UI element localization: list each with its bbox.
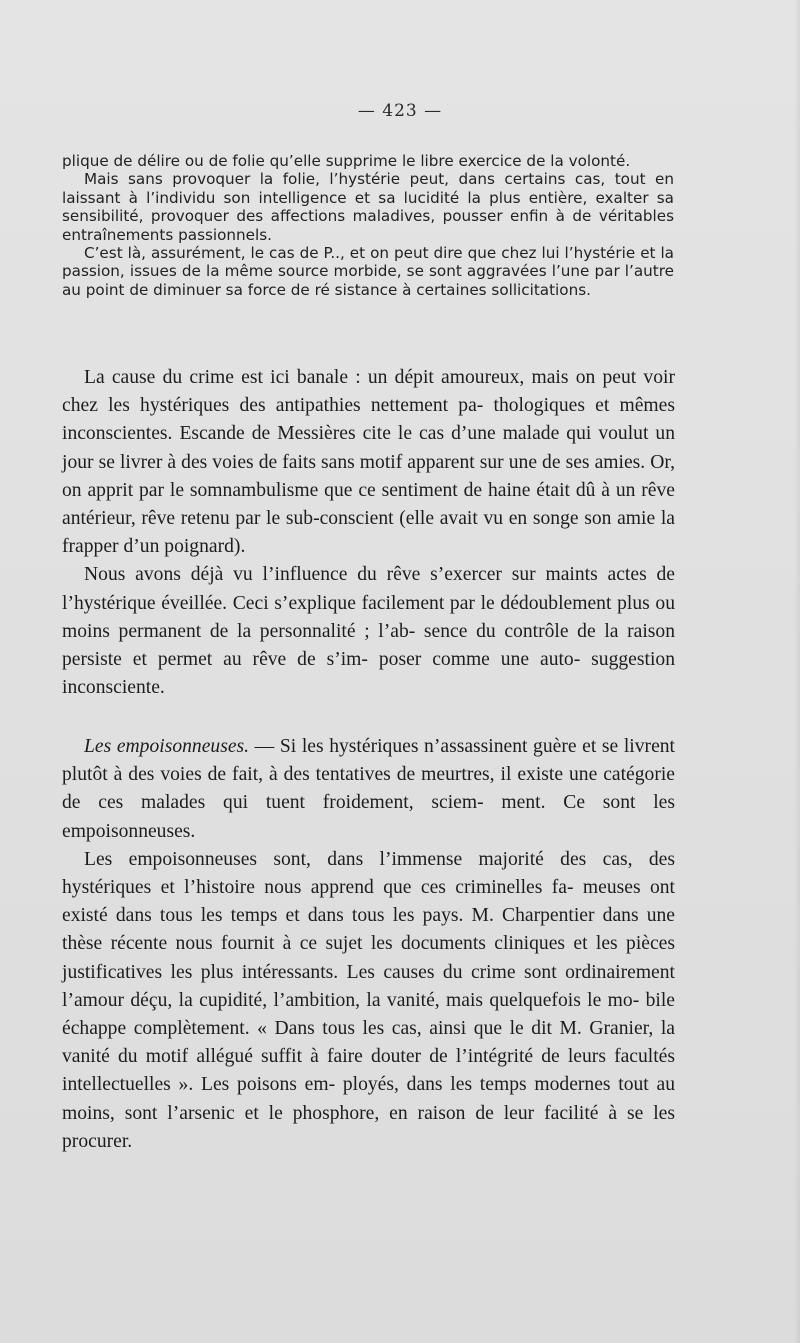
paragraph-poisoners-history: Les empoisonneuses sont, dans l’immense majorité des cas, des hystériques et l’histoire nous apprend que ces criminelles fa- meuses ont existé dans tous les temps et dans tous les pays. M. Charpentier dans une thèse récente nous fournit à ce sujet les documents cliniques et les pièces justificatives les plus intéressants. Les causes du crime sont ordinairement l’amour déçu, la cupidité, l’ambition, la vanité, mais quelquefois le mo- bile échappe complètement. « Dans tous les cas, ainsi que le dit M. Granier, la vanité du motif allégué suffit à faire douter de l’intégrité de leurs facultés intellectuelles ». Les poisons em- ployés, dans les temps modernes tout au moins, sont l’arsenic et le phosphore, en raison de leur facilité à se les procurer. bbox=[62, 848, 675, 1152]
paragraph-continuation: plique de délire ou de folie qu’elle supprime le libre exercice de la volonté. bbox=[62, 152, 631, 170]
small-print-passage bbox=[62, 152, 674, 299]
section-title: Les empoisonneuses. bbox=[84, 736, 250, 757]
main-passage-dreams bbox=[62, 364, 675, 702]
paragraph-case-p: C’est là, assurément, le cas de P.., et on peut dire que chez lui l’hystérie et la passion, issues de la même source morbide, se sont aggravées l’une par l’autre au point de diminuer sa force de ré sistance à certaines sollicitations. bbox=[62, 244, 674, 299]
paragraph-cause-of-crime: La cause du crime est ici banale : un dépit amoureux, mais on peut voir chez les hystériques des antipathies nettement pa- thologiques et mêmes inconscientes. Escande de Messières cite le cas d’une malade qui voulut un jour se livrer à des voies de faits sans motif apparent sur une de ses amies. Or, on apprit par le somnambulisme que ce sentiment de haine était dû à un rêve antérieur, rêve retenu par le sub-conscient (elle avait vu en songe son amie la frapper d’un poignard). bbox=[62, 367, 675, 558]
page-edge-shadow bbox=[794, 0, 800, 1343]
paragraph-poisoners-intro-text: — Si les hystériques n’assassinent guère et se livrent plutôt à des voies de fait, à des tentatives de meurtres, il existe une catégorie de ces malades qui tuent froidement, sciem- ment. Ce sont les empoisonneuses. bbox=[62, 736, 676, 842]
paragraph-influence-of-dream: Nous avons déjà vu l’influence du rêve s’exercer sur maints actes de l’hystérique éveillée. Ceci s’explique facilement par le dédoublement plus ou moins permanent de la personnalité ; l’ab- sence du contrôle de la raison persiste et permet au rêve de s’im- poser comme une auto- suggestion inconsciente. bbox=[62, 564, 675, 699]
paragraph-poisoners-intro bbox=[62, 733, 675, 846]
paragraph-hysteria-without-madness: Mais sans provoquer la folie, l’hystérie peut, dans certains cas, tout en laissant à l’individu son intelligence et sa lucidité la plus entière, exalter sa sensibilité, provoquer des affections maladives, pousser enfin à de véritables entraînements passionnels. bbox=[62, 170, 674, 244]
page-number: — 423 — bbox=[357, 101, 443, 121]
main-passage-poisoners bbox=[62, 733, 675, 1156]
